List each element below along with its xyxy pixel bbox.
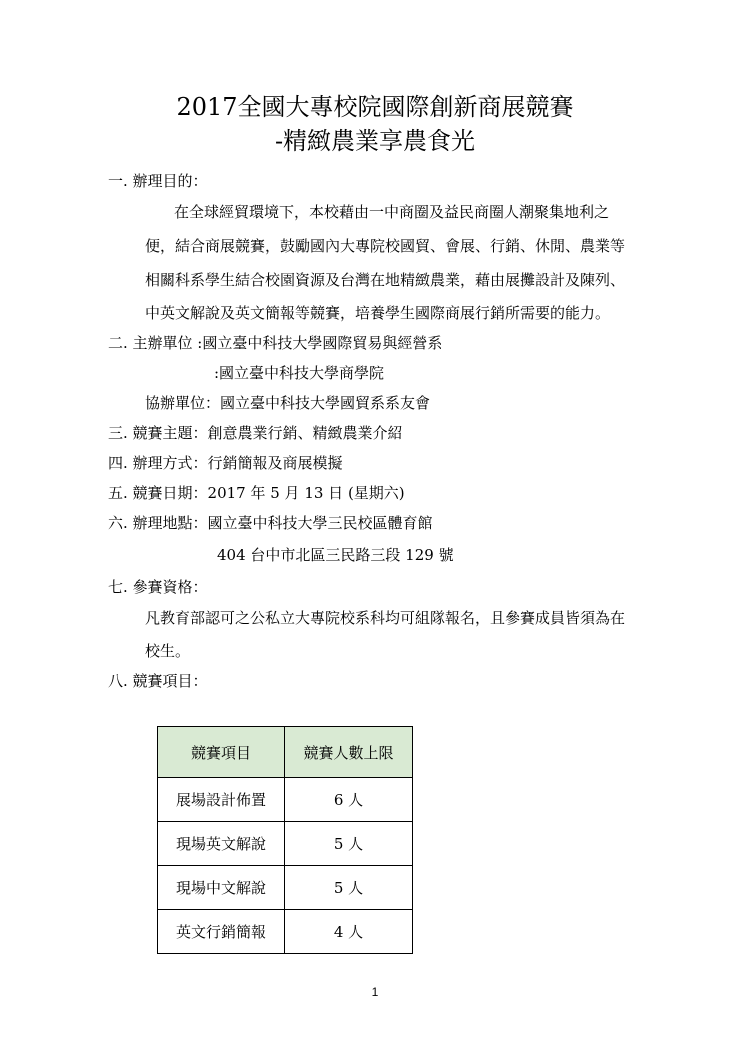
table-cell-limit: 6 人	[285, 778, 413, 822]
table-cell-limit: 5 人	[285, 822, 413, 866]
section-7-paragraph-line: 校生。	[145, 642, 191, 660]
section-7-paragraph-line: 凡教育部認可之公私立大專院校系科均可組隊報名，且參賽成員皆須為在	[145, 609, 626, 627]
section-2-organizer-2: :國立臺中科技大學商學院	[214, 364, 385, 382]
section-6-address: 404 台中市北區三民路三段 129 號	[217, 546, 454, 564]
section-1-paragraph-line: 相關科系學生結合校園資源及台灣在地精緻農業，藉由展攤設計及陳列、	[145, 271, 626, 289]
table-cell-item: 英文行銷簡報	[158, 910, 285, 954]
table-cell-limit: 4 人	[285, 910, 413, 954]
table-cell-limit: 5 人	[285, 866, 413, 910]
table-cell-item: 現場中文解說	[158, 866, 285, 910]
competition-items-table	[157, 726, 413, 954]
section-1-paragraph-line: 中英文解說及英文簡報等競賽，培養學生國際商展行銷所需要的能力。	[145, 304, 611, 322]
table-header-row	[158, 727, 413, 778]
section-3-theme: 三. 競賽主題：創意農業行銷、精緻農業介紹	[108, 424, 403, 442]
table-row	[158, 910, 413, 954]
section-8-heading: 八. 競賽項目：	[108, 672, 208, 690]
table-cell-item: 展場設計佈置	[158, 778, 285, 822]
section-1-paragraph-line: 在全球經貿環境下，本校藉由一中商圈及益民商圈人潮聚集地利之	[174, 203, 610, 221]
table-cell-item: 現場英文解說	[158, 822, 285, 866]
section-2-organizer: 二. 主辦單位 :國立臺中科技大學國際貿易與經營系	[108, 334, 443, 352]
page-number: 1	[371, 985, 379, 999]
section-1-paragraph-line: 便，結合商展競賽，鼓勵國內大專院校國貿、會展、行銷、休閒、農業等	[145, 237, 626, 255]
table-header-cell: 競賽人數上限	[285, 727, 413, 778]
section-1-heading: 一. 辦理目的：	[108, 172, 208, 190]
table-row	[158, 778, 413, 822]
section-7-heading: 七. 參賽資格：	[108, 578, 208, 596]
section-5-date: 五. 競賽日期：2017 年 5 月 13 日 (星期六)	[108, 484, 405, 502]
table-header-cell: 競賽項目	[158, 727, 285, 778]
section-2-co-organizer: 協辦單位：國立臺中科技大學國貿系系友會	[145, 394, 431, 412]
table-row	[158, 822, 413, 866]
section-6-venue: 六. 辦理地點：國立臺中科技大學三民校區體育館	[108, 514, 433, 532]
document-title-line2: -精緻農業享農食光	[274, 127, 476, 155]
document-title-line1: 2017全國大專校院國際創新商展競賽	[176, 93, 574, 121]
table-row	[158, 866, 413, 910]
section-4-method: 四. 辦理方式：行銷簡報及商展模擬	[108, 454, 343, 472]
